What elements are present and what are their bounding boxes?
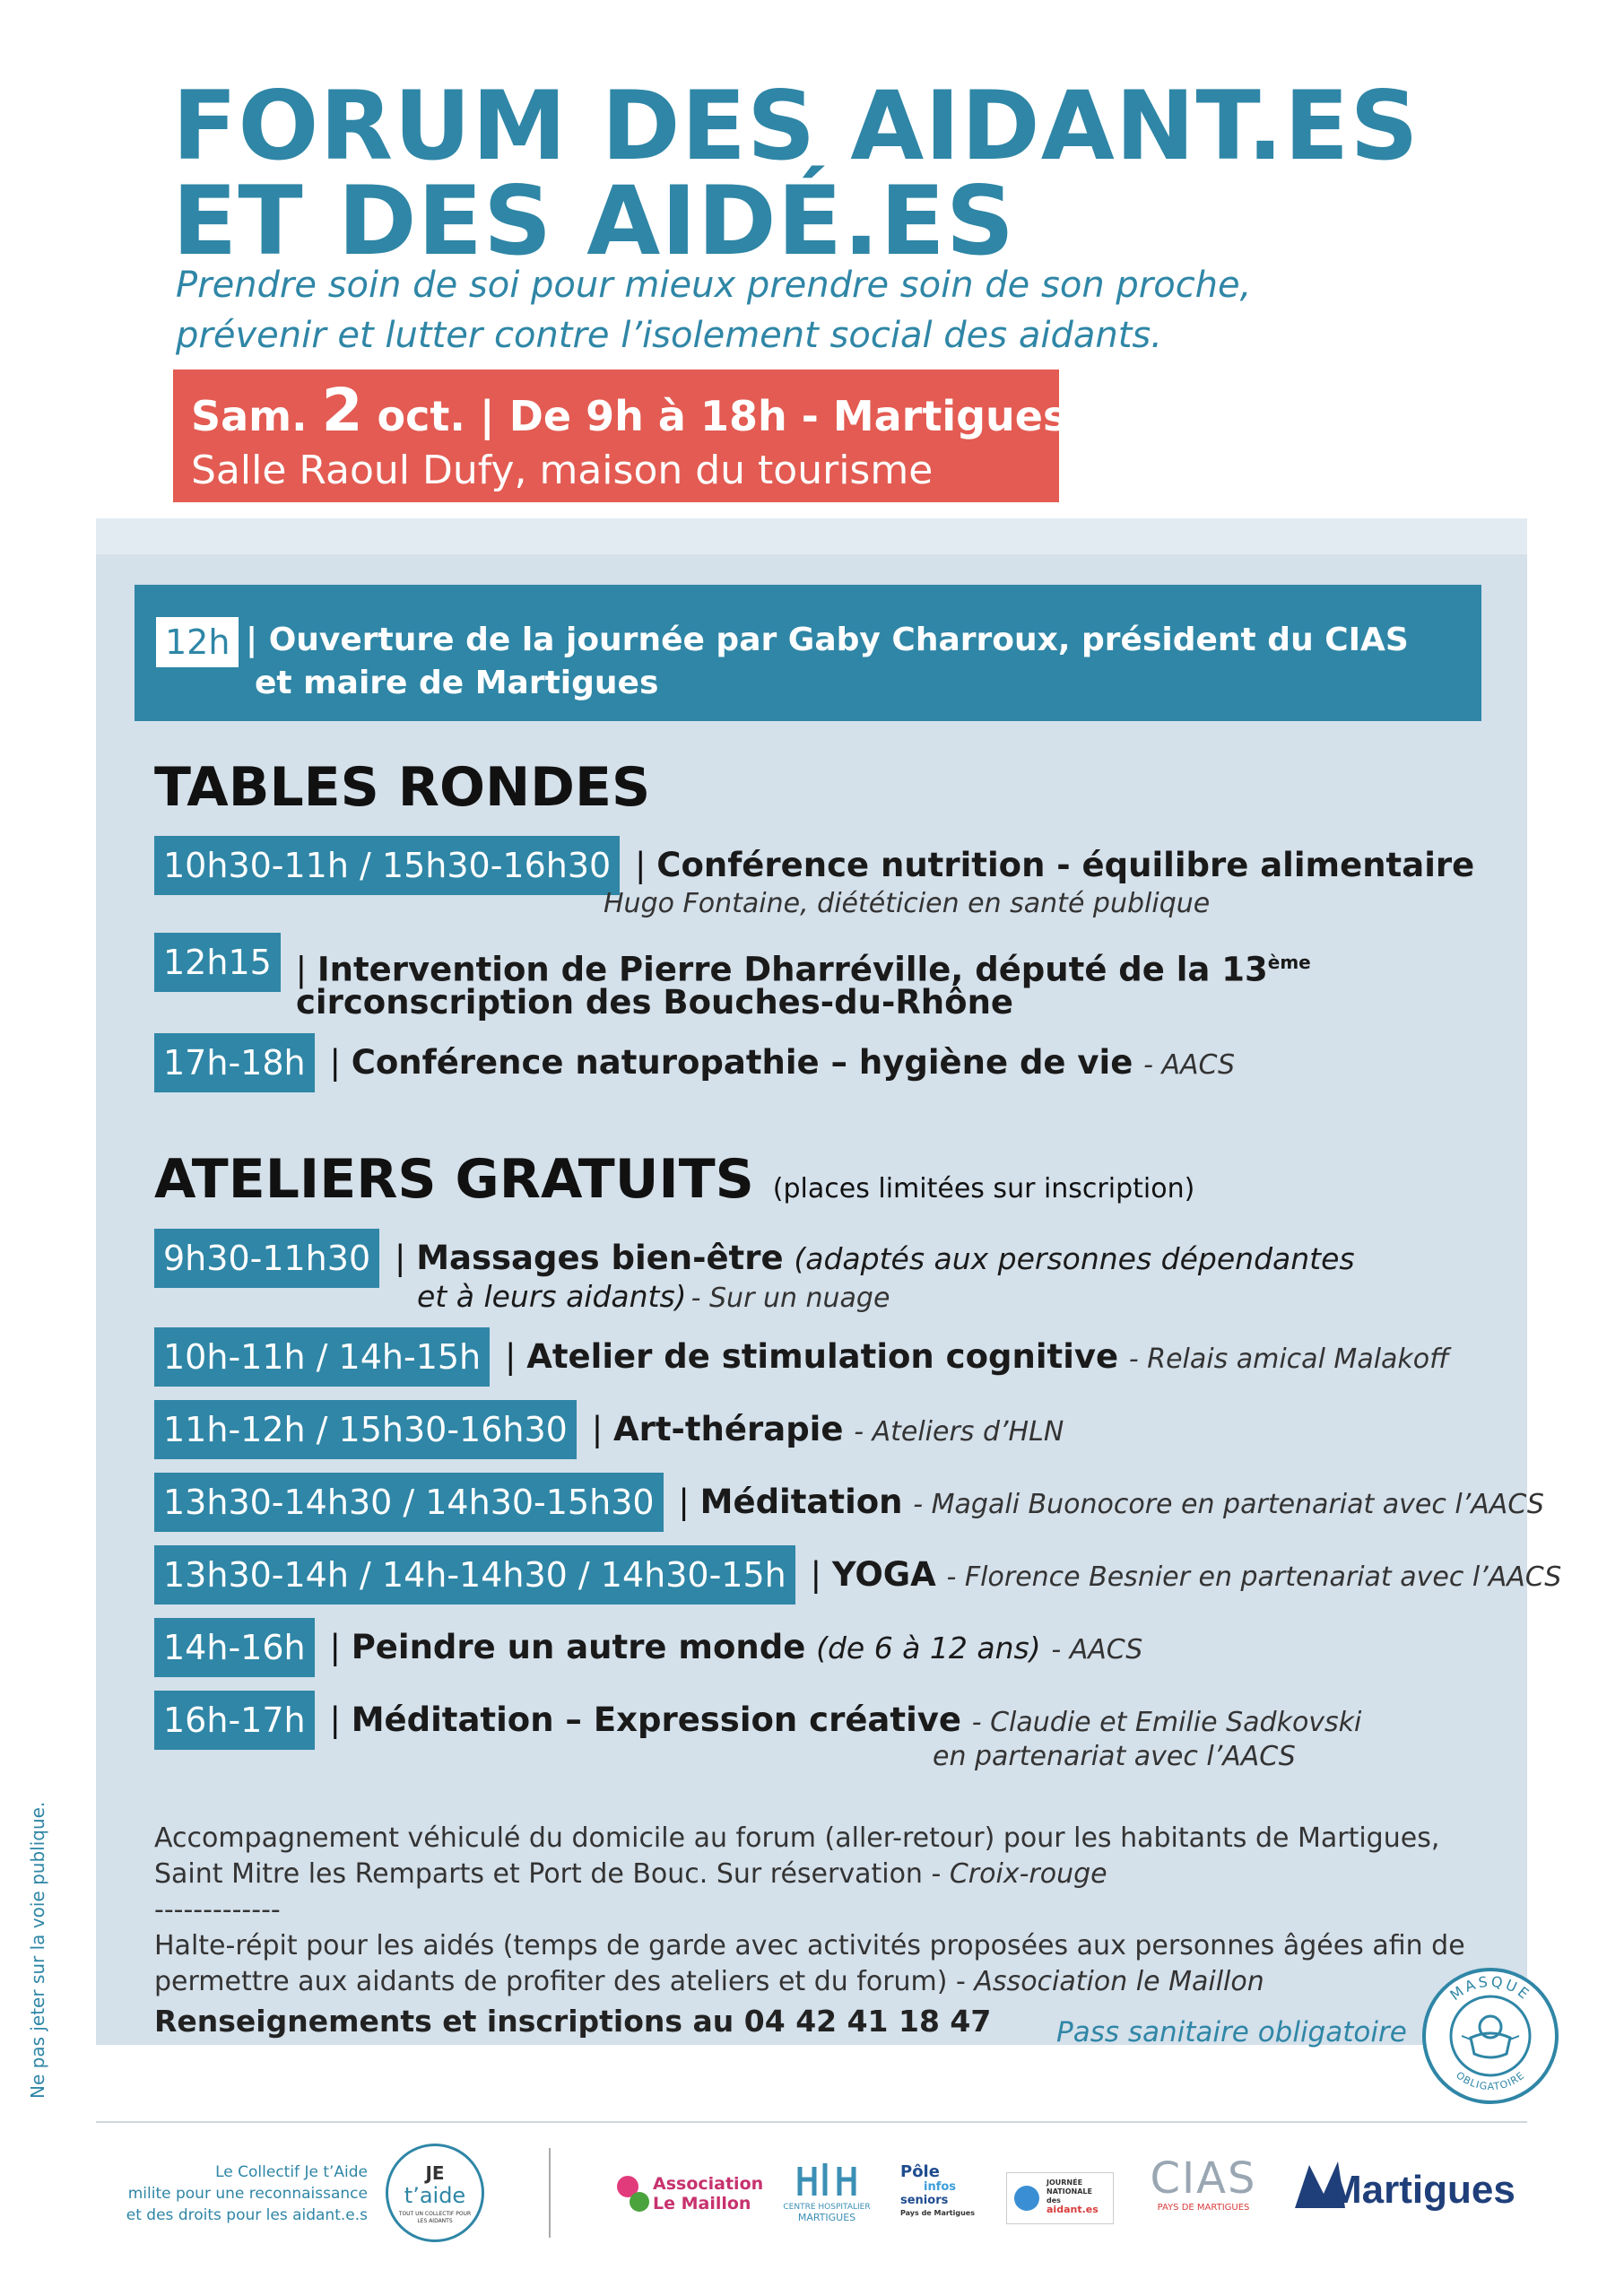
superscript: ème <box>1267 952 1311 973</box>
atelier-title: Massages bien-être <box>416 1239 784 1277</box>
transport-note <box>154 1821 1499 2000</box>
session-speaker: Hugo Fontaine, diététicien en santé publique <box>604 888 1211 919</box>
atelier-row <box>154 1400 1064 1462</box>
atelier-title: Peindre un autre monde <box>351 1628 806 1666</box>
collectif-line-1: Le Collectif Je t’Aide <box>215 2163 368 2181</box>
mask-required-icon <box>1419 1964 1562 2108</box>
atelier-row <box>154 1473 1544 1535</box>
session-title: Intervention de Pierre Dharréville, député de la 13 <box>317 950 1268 989</box>
pass-sanitaire: Pass sanitaire obligatoire <box>1056 2016 1407 2048</box>
atelier-org: - Sur un nuage <box>690 1283 890 1314</box>
page-title <box>172 71 1517 276</box>
separator: | <box>667 1483 700 1521</box>
separator: | <box>284 950 317 989</box>
table-ronde-row <box>154 1033 1235 1095</box>
date-month: oct. <box>377 392 465 440</box>
transport-line-2: Saint Mitre les Remparts et Port de Bouc. Sur réservation - <box>154 1858 942 1890</box>
time-badge: 10h30-11h / 15h30-16h30 <box>154 836 620 895</box>
ateliers-note: (places limitées sur inscription) <box>772 1173 1195 1205</box>
pole-infos-seniors-logo: Pôle infos seniors Pays de Martigues <box>900 2162 975 2217</box>
time-badge: 11h-12h / 15h30-16h30 <box>154 1400 577 1459</box>
opening-time: 12h <box>156 617 239 667</box>
ateliers-title: ATELIERS GRATUITS <box>154 1148 754 1211</box>
halte-line-2: permettre aux aidants de profiter des ateliers et du forum) - <box>154 1966 966 1997</box>
atelier-row <box>154 1618 1142 1680</box>
journee-nationale-logo: JOURNÉE NATIONALE des aidant.es <box>1006 2172 1114 2224</box>
ateliers-heading <box>154 1148 1194 1221</box>
side-disposal-notice: Ne pas jeter sur la voie publique. <box>27 1801 48 2099</box>
time-badge: 13h30-14h30 / 14h30-15h30 <box>154 1473 664 1532</box>
transport-line-1: Accompagnement véhiculé du domicile au forum (aller-retour) pour les habitants de Martigues, <box>154 1822 1440 1854</box>
separator: | <box>624 846 657 884</box>
title-line-2: ET DES AIDÉ.ES <box>172 166 1016 276</box>
maillon-label-1: Association <box>653 2174 764 2194</box>
date-day: Sam. <box>191 392 308 440</box>
atelier-row <box>154 1545 1561 1607</box>
collectif-line-3: et des droits pour les aidant.e.s <box>126 2206 368 2224</box>
cias-subtitle: PAYS DE MARTIGUES <box>1157 2203 1250 2213</box>
je-taide-logo: JE t’aide TOUT UN COLLECTIF POUR LES AIDANTS <box>386 2144 484 2242</box>
tables-rondes-heading: TABLES RONDES <box>154 756 651 819</box>
time-badge: 12h15 <box>154 933 281 992</box>
atelier-title: Méditation <box>699 1483 903 1521</box>
centre-hospitalier-logo: CENTRE HOSPITALIER MARTIGUES <box>773 2160 881 2231</box>
separator: | <box>494 1337 527 1376</box>
session-title-cont: circonscription des Bouches-du-Rhône <box>296 983 1013 1022</box>
date-hours: De 9h à 18h - Martigues <box>508 392 1068 440</box>
atelier-title: Méditation – Expression créative <box>351 1700 961 1739</box>
title-line-1: FORUM DES AIDANT.ES <box>172 71 1420 181</box>
session-org: - AACS <box>1143 1049 1236 1081</box>
heart-icon <box>1014 2186 1039 2211</box>
session-title: Conférence naturopathie – hygiène de vie <box>351 1043 1133 1082</box>
atelier-org: - AACS <box>1051 1634 1143 1665</box>
halte-org: Association le Maillon <box>974 1966 1264 1997</box>
subtitle <box>176 260 1521 361</box>
cias-wordmark: CIAS <box>1150 2153 1257 2204</box>
martigues-logo <box>1291 2152 1524 2233</box>
time-badge: 9h30-11h30 <box>154 1229 379 1288</box>
atelier-org: - Ateliers d’HLN <box>854 1416 1064 1448</box>
time-badge: 10h-11h / 14h-15h <box>154 1327 490 1387</box>
date-box <box>173 370 1068 502</box>
mask-bottom-label: OBLIGATOIRE <box>1454 2069 1527 2093</box>
opening-banner <box>135 585 1481 721</box>
atelier-row <box>154 1327 1449 1389</box>
opening-line-1: Ouverture de la journée par Gaby Charroux, président du CIAS <box>268 622 1409 658</box>
atelier-org-cont: en partenariat avec l’AACS <box>933 1741 1296 1772</box>
venue: Salle Raoul Dufy, maison du tourisme <box>191 448 934 493</box>
atelier-title: YOGA <box>831 1555 936 1594</box>
time-badge: 16h-17h <box>154 1691 315 1750</box>
date-day-number: 2 <box>321 376 363 445</box>
atelier-title: Art-thérapie <box>612 1410 844 1448</box>
atelier-org: - Relais amical Malakoff <box>1128 1344 1449 1375</box>
separator: | <box>318 1700 352 1739</box>
atelier-detail: (adaptés aux personnes dépendantes <box>794 1241 1355 1276</box>
collectif-text <box>99 2161 368 2226</box>
logo-divider <box>549 2148 551 2238</box>
atelier-org: - Claudie et Emilie Sadkovski <box>971 1707 1362 1738</box>
opening-line-2: et maire de Martigues <box>255 665 659 701</box>
halte-line-1: Halte-répit pour les aidés (temps de garde avec activités proposées aux personnes âgées afin de <box>154 1930 1465 1961</box>
hospital-icon <box>791 2160 863 2199</box>
program-panel-top <box>96 518 1527 554</box>
time-badge: 17h-18h <box>154 1033 315 1092</box>
martigues-wordmark: Martigues <box>1329 2168 1515 2212</box>
atelier-detail: (de 6 à 12 ans) <box>816 1631 1041 1665</box>
association-le-maillon-logo <box>617 2169 764 2222</box>
table-ronde-row <box>154 836 1474 895</box>
time-badge: 13h30-14h / 14h-14h30 / 14h30-15h <box>154 1545 795 1605</box>
atelier-title: Atelier de stimulation cognitive <box>526 1337 1119 1376</box>
collectif-line-2: milite pour une reconnaissance <box>127 2185 368 2203</box>
atelier-detail-cont: et à leurs aidants) <box>417 1279 687 1314</box>
atelier-org: - Florence Besnier en partenariat avec l’AACS <box>946 1561 1562 1593</box>
transport-org: Croix-rouge <box>949 1858 1107 1890</box>
separator: | <box>799 1555 832 1594</box>
subtitle-line-2: prévenir et lutter contre l’isolement social des aidants. <box>176 315 1162 356</box>
maillon-label-2: Le Maillon <box>653 2194 751 2213</box>
session-title: Conférence nutrition - équilibre alimentaire <box>656 846 1475 884</box>
dashes-divider: ------------- <box>154 1894 281 1926</box>
time-badge: 14h-16h <box>154 1618 315 1677</box>
separator: | <box>580 1410 613 1448</box>
info-line: Renseignements et inscriptions au 04 42 41 18 47 <box>154 2004 992 2039</box>
separator: | <box>318 1628 352 1666</box>
date-line <box>191 376 1068 445</box>
footer-divider <box>96 2121 1527 2123</box>
separator: | <box>318 1043 352 1082</box>
mask-top-label: MASQUE <box>1446 1972 1534 2005</box>
separator: | <box>384 1239 417 1277</box>
date-separator: | <box>479 392 495 440</box>
opening-text <box>246 619 1409 705</box>
subtitle-line-1: Prendre soin de soi pour mieux prendre soin de son proche, <box>176 265 1252 306</box>
cias-logo <box>1141 2154 1266 2226</box>
atelier-org: - Magali Buonocore en partenariat avec l’AACS <box>913 1489 1544 1520</box>
opening-separator: | <box>246 622 269 658</box>
